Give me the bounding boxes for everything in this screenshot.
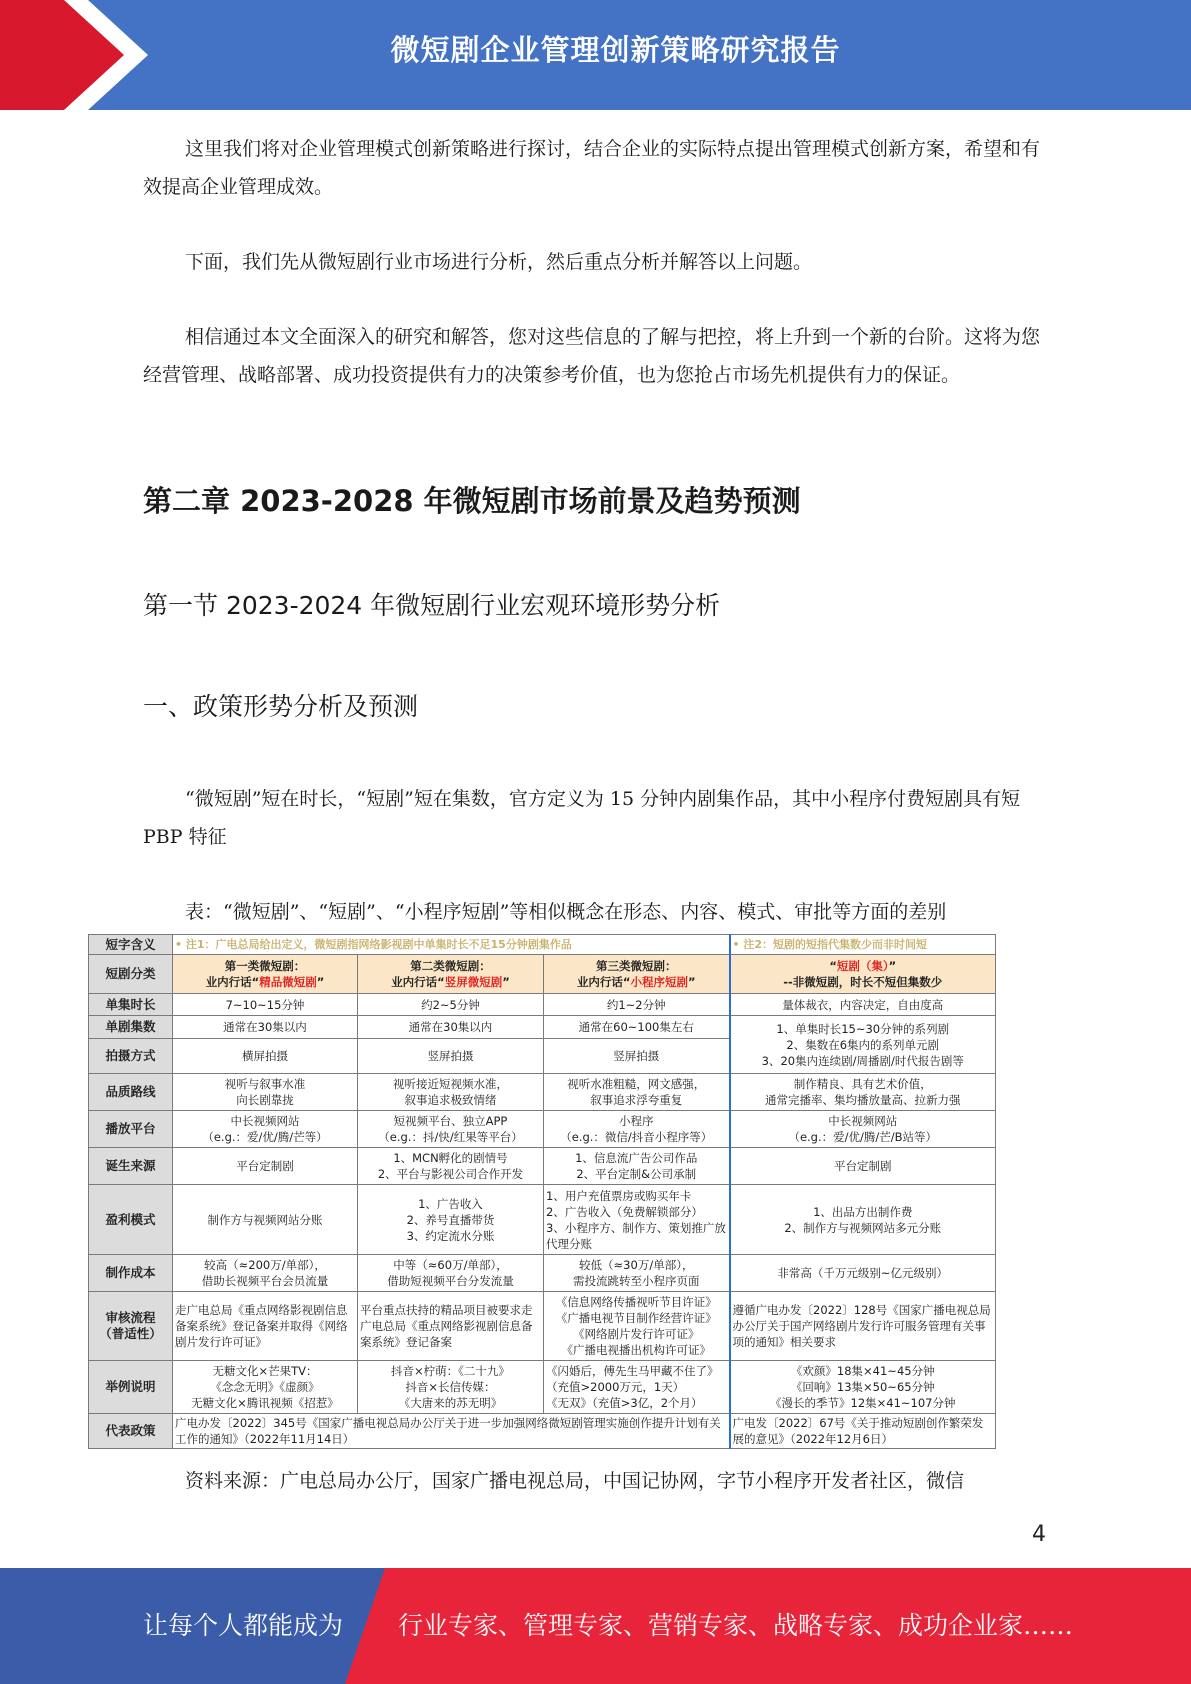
table-cell: 《闪婚后，傅先生马甲藏不住了》（充值>2000万元，1天） 《无双》（充值>3亿，2个月）: [544, 1361, 730, 1414]
table-cell: 中等（≈60万/单部）， 借助短视频平台分发流量: [358, 1255, 544, 1292]
table-cell: 非常高（千万元级别~亿元级别）: [730, 1255, 996, 1292]
table-cell: 平台重点扶持的精品项目被要求走广电总局《重点网络影视剧信息备案系统》登记备案: [358, 1292, 544, 1361]
row-label-quality: 品质路线: [89, 1074, 173, 1111]
header-title: 微短剧企业管理创新策略研究报告: [390, 33, 841, 67]
source-note: 资料来源：广电总局办公厅，国家广播电视总局，中国记协网，字节小程序开发者社区，微信: [185, 1470, 965, 1492]
table-cell: 平台定制剧: [173, 1148, 358, 1185]
table-cell: 中长视频网站 （e.g.：爱/优/腾/芒/B站等）: [730, 1111, 996, 1148]
subsection-title: 一、政策形势分析及预测: [143, 692, 419, 721]
table-note-1: • 注1：广电总局给出定义，微短剧指网络影视剧中单集时长不足15分钟剧集作品: [173, 935, 730, 955]
row-label-meaning: 短字含义: [89, 935, 173, 955]
table-note-2: • 注2：短剧的短指代集数少而非时间短: [730, 935, 996, 955]
body-paragraph: “微短剧”短在时长，“短剧”短在集数，官方定义为 15 分钟内剧集作品，其中小程序付费短剧具有短 PBP 特征: [143, 788, 1021, 848]
category-1-suffix: ”: [316, 975, 325, 989]
table-cell: 1、单集时长15~30分钟的系列剧 2、集数在6集内的系列单元剧 3、20集内连续剧/周播剧/时代报告剧等: [730, 1016, 996, 1074]
table-cell: 走广电总局《重点网络影视剧信息备案系统》登记备案并取得《网络剧片发行许可证》: [173, 1292, 358, 1361]
row-label-duration: 单集时长: [89, 994, 173, 1016]
table-cell: 遵循广电办发〔2022〕128号《国家广播电视总局办公厅关于国产网络剧片发行许可服务管理有关事项的通知》相关要求: [730, 1292, 996, 1361]
table-row: [89, 1074, 996, 1111]
table-cell: 制作精良、具有艺术价值， 通常完播率、集均播放量高、拉新力强: [730, 1074, 996, 1111]
table-row: [89, 1414, 996, 1449]
page-number: 4: [1032, 1522, 1046, 1547]
chapter-title: 第二章 2023-2028 年微短剧市场前景及趋势预测: [143, 484, 801, 518]
intro-paragraph-2: 下面，我们先从微短剧行业市场进行分析，然后重点分析并解答以上问题。: [185, 251, 813, 273]
category-3-prefix: 业内行话“: [576, 975, 631, 989]
table-cell: 竖屏拍摄: [544, 1039, 730, 1074]
table-cell: 量体裁衣，内容决定，自由度高: [730, 994, 996, 1016]
category-1-title: 第一类微短剧：: [224, 959, 306, 973]
row-label-shooting: 拍摄方式: [89, 1039, 173, 1074]
footer-slogan-left: 让每个人都能成为: [143, 1611, 344, 1640]
category-cell-2: [358, 955, 544, 994]
table-cell: 制作方与视频网站分账: [173, 1185, 358, 1255]
category-3-title: 第三类微短剧：: [596, 959, 677, 973]
table-cell: 横屏拍摄: [173, 1039, 358, 1074]
category-1-highlight: 精品微短剧: [259, 975, 317, 989]
table-cell: 较高（≈200万/单部）， 借助长视频平台会员流量: [173, 1255, 358, 1292]
row-label-episodes: 单剧集数: [89, 1016, 173, 1039]
page-header: [0, 0, 1191, 110]
row-label-cost: 制作成本: [89, 1255, 173, 1292]
category-cell-3: [544, 955, 730, 994]
row-label-examples: 举例说明: [89, 1361, 173, 1414]
table-cell: 通常在30集以内: [358, 1016, 544, 1039]
category-2-highlight: 竖屏微短剧: [444, 975, 503, 989]
table-row: [89, 1111, 996, 1148]
category-4-subtitle: --非微短剧，时长不短但集数少: [783, 975, 943, 989]
table-cell: 无糖文化×芒果TV： 《念念无明》《虚颜》 无糖文化×腾讯视频《招惹》: [173, 1361, 358, 1414]
category-4-highlight: 短剧（集）: [836, 959, 889, 973]
table-row: [89, 1292, 996, 1361]
category-1-prefix: 业内行话“: [205, 975, 260, 989]
table-cell: 通常在60~100集左右: [544, 1016, 730, 1039]
comparison-table: [88, 934, 995, 1449]
category-cell-1: [173, 955, 358, 994]
category-3-suffix: ”: [688, 975, 696, 989]
table-cell: 1、信息流广告公司作品 2、平台定制&公司承制: [544, 1148, 730, 1185]
table-cell: 1、广告收入 2、养号直播带货 3、约定流水分账: [358, 1185, 544, 1255]
table-cell: 视听水准粗糙，网文感强， 叙事追求浮夸重复: [544, 1074, 730, 1111]
page-footer: [0, 1568, 1191, 1684]
table-cell: 小程序 （e.g.：微信/抖音小程序等）: [544, 1111, 730, 1148]
row-label-review: 审核流程 （普适性）: [89, 1292, 173, 1361]
table-cell: 广电发〔2022〕67号《关于推动短剧创作繁荣发展的意见》（2022年12月6日）: [730, 1414, 996, 1449]
table-cell: 1、出品方出制作费 2、制作方与视频网站多元分账: [730, 1185, 996, 1255]
table-cell: 通常在30集以内: [173, 1016, 358, 1039]
table-row: [89, 1016, 996, 1039]
footer-slogan-right: 行业专家、管理专家、营销专家、战略专家、成功企业家……: [398, 1611, 1074, 1640]
table-cell: 短视频平台、独立APP （e.g.：抖/快/红果等平台）: [358, 1111, 544, 1148]
table-row: [89, 1148, 996, 1185]
category-cell-4: [730, 955, 996, 994]
table-row: [89, 1361, 996, 1414]
table-cell: 7~10~15分钟: [173, 994, 358, 1016]
table-cell: 视听接近短视频水准， 叙事追求极致情绪: [358, 1074, 544, 1111]
table-cell: 平台定制剧: [730, 1148, 996, 1185]
table-cell: 1、MCN孵化的剧情号 2、平台与影视公司合作开发: [358, 1148, 544, 1185]
table-cell: 1、用户充值票房或购买年卡 2、广告收入（免费解锁部分） 3、小程序方、制作方、策划推广放代理分账: [544, 1185, 730, 1255]
category-2-suffix: ”: [502, 975, 510, 989]
table-cell: 约2~5分钟: [358, 994, 544, 1016]
table-cell: 抖音×柠萌：《二十九》 抖音×长信传媒： 《大唐来的苏无明》: [358, 1361, 544, 1414]
row-label-profit: 盈利模式: [89, 1185, 173, 1255]
table-row: [89, 1185, 996, 1255]
table-row: [89, 935, 996, 955]
table-cell: 约1~2分钟: [544, 994, 730, 1016]
section-title: 第一节 2023-2024 年微短剧行业宏观环境形势分析: [143, 591, 721, 620]
table-row: [89, 955, 996, 994]
category-4-prefix: “: [829, 959, 837, 973]
table-cell: 竖屏拍摄: [358, 1039, 544, 1074]
row-label-platform: 播放平台: [89, 1111, 173, 1148]
table-cell: 《信息网络传播视听节目许证》 《广播电视节目制作经营许证》 《网络剧片发行许可证》 《广播电视播出机构许可证》: [544, 1292, 730, 1361]
category-4-suffix: ”: [888, 959, 897, 973]
row-label-category: 短剧分类: [89, 955, 173, 994]
table-cell: 视听与叙事水准 向长剧靠拢: [173, 1074, 358, 1111]
row-label-policy: 代表政策: [89, 1414, 173, 1449]
category-2-prefix: 业内行话“: [391, 975, 445, 989]
intro-paragraph-3: 相信通过本文全面深入的研究和解答，您对这些信息的了解与把控，将上升到一个新的台阶。这将为您经营管理、战略部署、成功投资提供有力的决策参考价值，也为您抢占市场先机提供有力的保证。: [143, 326, 1041, 386]
table-cell: 较低（≈30万/单部）， 需投流跳转至小程序页面: [544, 1255, 730, 1292]
table-row: [89, 1255, 996, 1292]
table-cell: 广电办发〔2022〕345号《国家广播电视总局办公厅关于进一步加强网络微短剧管理实施创作提升计划有关工作的通知》（2022年11月14日）: [173, 1414, 730, 1449]
category-2-title: 第二类微短剧：: [410, 959, 491, 973]
table-row: [89, 994, 996, 1016]
row-label-origin: 诞生来源: [89, 1148, 173, 1185]
table-cell: 《欢颜》18集×41~45分钟 《回响》13集×50~65分钟 《漫长的季节》12集×41~107分钟: [730, 1361, 996, 1414]
table-caption: 表：“微短剧”、“短剧”、“小程序短剧”等相似概念在形态、内容、模式、审批等方面的差别: [185, 901, 947, 923]
table-cell: 中长视频网站 （e.g.：爱/优/腾/芒等）: [173, 1111, 358, 1148]
category-3-highlight: 小程序短剧: [630, 975, 688, 989]
intro-paragraph-1: 这里我们将对企业管理模式创新策略进行探讨，结合企业的实际特点提出管理模式创新方案，希望和有效提高企业管理成效。: [143, 138, 1041, 198]
